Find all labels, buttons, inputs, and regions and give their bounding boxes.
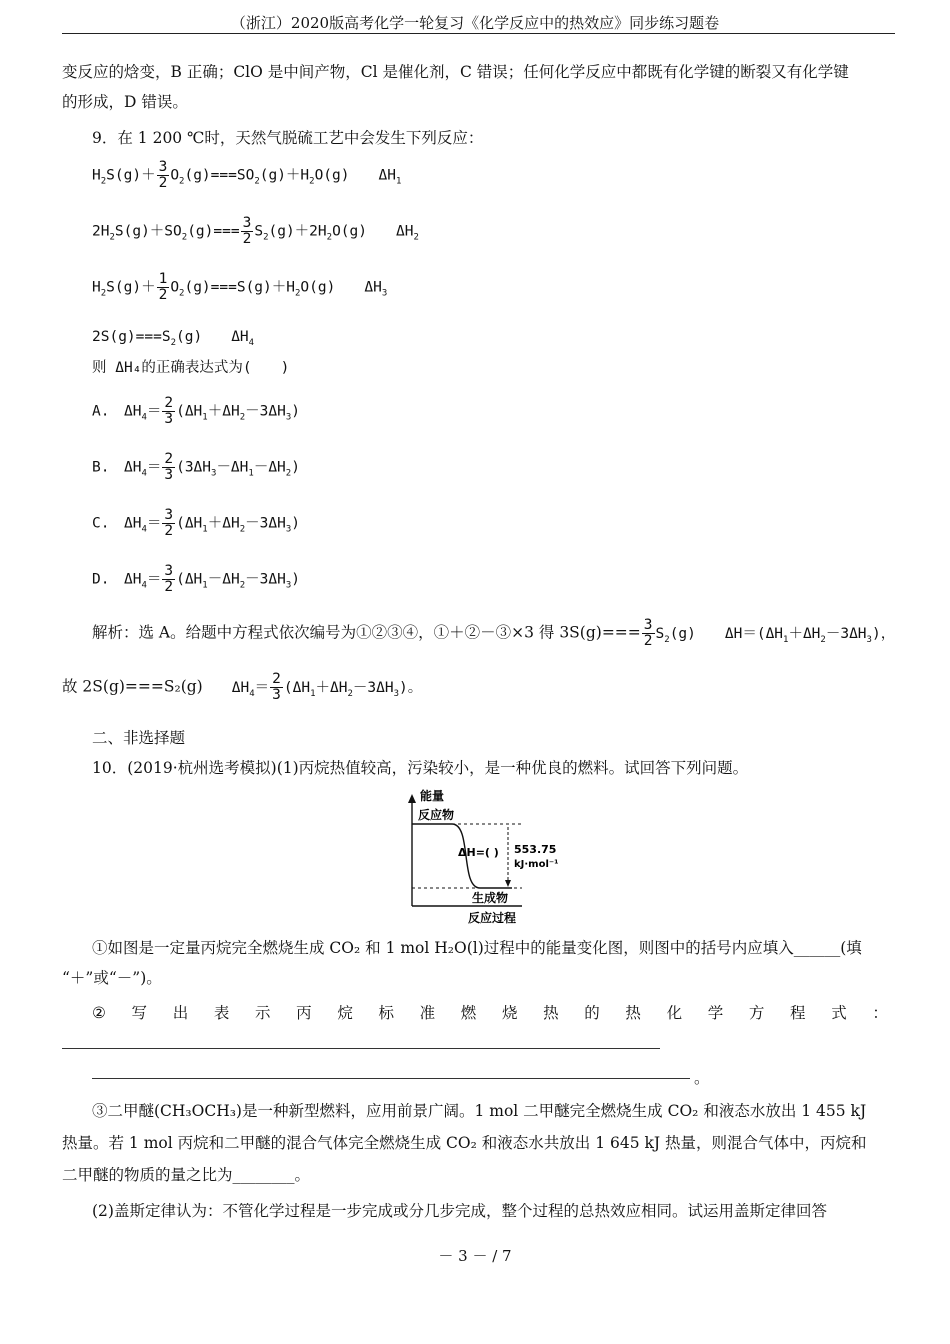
answer-blank-1[interactable]: [62, 1048, 660, 1049]
energy-diagram: [400, 786, 590, 926]
q9-eq1: $H_2S(g)+$ $\frac{3}{2}$ $O_2(g)===SO_2(g)+H_2O(g)$ $\Delta H_1$: [92, 159, 402, 191]
delta-h-value: 553.75: [514, 843, 557, 856]
y-axis-arrow: [408, 794, 416, 803]
analysis-line2: 故 2S(g)===S₂(g) $\Delta H_4=$ $\frac{2}{3}$ $(\Delta H_1+\Delta H_2-3\Delta H_3)$。: [62, 671, 423, 703]
header-rule: [62, 33, 895, 34]
option-d: D. $\Delta H_4=$ $\frac{3}{2}$ $(\Delta H_1-\Delta H_2-3\Delta H_3)$: [92, 563, 300, 595]
answer-blank-2[interactable]: [92, 1078, 690, 1079]
q10-p4: (2)盖斯定律认为：不管化学过程是一步完成或分几步完成，整个过程的总热效应相同。试运用盖斯定律回答: [92, 1202, 827, 1220]
q10-p1-line2: “＋”或“－”)。: [62, 969, 162, 987]
option-c: C. $\Delta H_4=$ $\frac{3}{2}$ $(\Delta H_1+\Delta H_2-3\Delta H_3)$: [92, 507, 300, 539]
q10-p3-line2: 热量。若 1 mol 丙烷和二甲醚的混合气体完全燃烧生成 CO₂ 和液态水共放出 1 645 kJ 热量，则混合气体中，丙烷和: [62, 1134, 867, 1152]
option-b: B. $\Delta H_4=$ $\frac{2}{3}$ $(3\Delta H_3-\Delta H_1-\Delta H_2)$: [92, 451, 300, 483]
section-title: 二、非选择题: [92, 729, 186, 747]
product-label: 生成物: [472, 891, 509, 905]
carry-text-line1: 变反应的焓变，B 正确；ClO 是中间产物，Cl 是催化剂，C 错误；任何化学反应中都既有化学键的断裂又有化学键: [62, 63, 849, 81]
q9-stem: 9．在 1 200 ℃时，天然气脱硫工艺中会发生下列反应：: [92, 129, 484, 147]
page-number: － 3 － / 7: [438, 1247, 512, 1265]
q10-p2: ② 写 出 表 示 丙 烷 标 准 燃 烧 热 的 热 化 学 方 程 式 ：: [92, 1004, 888, 1022]
q10-p3-line3: 二甲醚的物质的量之比为________。: [62, 1166, 311, 1184]
q9-eq3: $H_2S(g)+$ $\frac{1}{2}$ $O_2(g)===S(g)+H_2O(g)$ $\Delta H_3$: [92, 271, 388, 303]
analysis-line1: 解析：选 A。给题中方程式依次编号为①②③④，①＋②－③×3 得 3S(g)=== $\frac{3}{2}$ $S_2(g)$ $\Delta H=(\Delta H_1+\Delta H_2-3\Delta H_3)$，: [92, 617, 896, 649]
carry-text-line2: 的形成，D 错误。: [62, 93, 188, 111]
reactant-label: 反应物: [418, 808, 455, 822]
q10-stem: 10．(2019·杭州选考模拟)(1)丙烷热值较高，污染较小，是一种优良的燃料。试回答下列问题。: [92, 759, 749, 777]
q10-p3-line1: ③二甲醚(CH₃OCH₃)是一种新型燃料，应用前景广阔。1 mol 二甲醚完全燃烧生成 CO₂ 和液态水放出 1 455 kJ: [92, 1102, 867, 1120]
q9-eq4: $2S(g)===S_2(g)$ $\Delta H_4$: [92, 329, 255, 348]
x-axis-label: 反应过程: [468, 911, 517, 925]
delta-h-unit: kJ·mol⁻¹: [514, 859, 559, 870]
option-a: A. $\Delta H_4=$ $\frac{2}{3}$ $(\Delta H_1+\Delta H_2-3\Delta H_3)$: [92, 395, 300, 427]
q9-ask: 则 ΔH₄的正确表达式为( ): [92, 360, 290, 376]
delta-h-label: ΔH=( ): [458, 846, 499, 859]
q9-eq2: $2H_2S(g)+SO_2(g)===$ $\frac{3}{2}$ $S_2(g)+2H_2O(g)$ $\Delta H_2$: [92, 215, 419, 247]
y-axis-label: 能量: [420, 789, 445, 803]
answer-blank-period: 。: [694, 1069, 710, 1087]
delta-h-arrowhead: [505, 880, 511, 887]
q10-p1-line1: ①如图是一定量丙烷完全燃烧生成 CO₂ 和 1 mol H₂O(l)过程中的能量变化图，则图中的括号内应填入______(填: [92, 939, 862, 957]
page-header: （浙江）2020版高考化学一轮复习《化学反应中的热效应》同步练习题卷: [230, 14, 720, 32]
